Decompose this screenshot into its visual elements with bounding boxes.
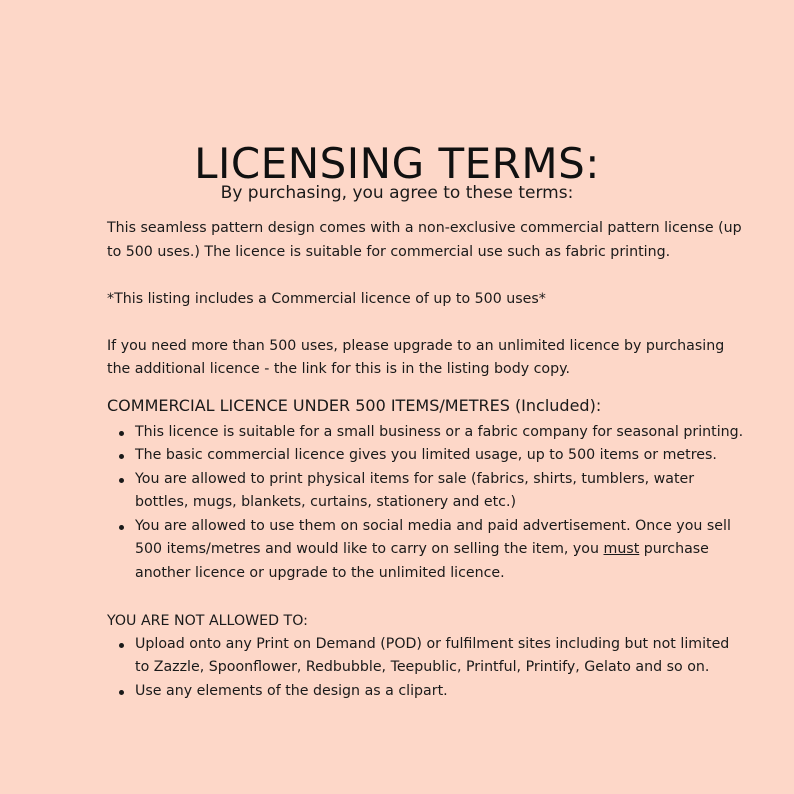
listing-note: *This listing includes a Commercial licence of up to 500 uses* xyxy=(107,290,546,307)
document-body xyxy=(107,217,747,703)
list-item xyxy=(135,515,747,586)
page-title: LICENSING TERMS: xyxy=(194,139,600,188)
list-item-text: You are allowed to use them on social media and paid advertisement. Once you sell 500 items/metres and would like to carry on selling the item, you xyxy=(135,517,731,557)
list-item: You are allowed to print physical items for sale (fabrics, shirts, tumblers, water bottles, mugs, blankets, curtains, stationery and etc.) xyxy=(135,468,747,515)
restrictions-heading: YOU ARE NOT ALLOWED TO: xyxy=(107,612,308,629)
intro-paragraph: This seamless pattern design comes with a non-exclusive commercial pattern license (up to 500 uses.) The licence is suitable for commercial use such as fabric printing. xyxy=(107,220,742,260)
list-item: Upload onto any Print on Demand (POD) or fulfilment sites including but not limited to Zazzle, Spoonflower, Redbubble, Teepublic, Printful, Printify, Gelato and so on. xyxy=(135,633,747,680)
upgrade-paragraph: If you need more than 500 uses, please upgrade to an unlimited licence by purchasing the additional licence - the link for this is in the listing body copy. xyxy=(107,337,725,377)
list-item: Use any elements of the design as a clipart. xyxy=(135,680,747,704)
emphasis-must: must xyxy=(603,541,640,557)
commercial-licence-heading: COMMERCIAL LICENCE UNDER 500 ITEMS/METRES (Included): xyxy=(107,395,602,415)
page-subtitle: By purchasing, you agree to these terms: xyxy=(220,183,574,203)
restrictions-list xyxy=(107,633,747,704)
commercial-licence-list xyxy=(107,421,747,586)
list-item-text: purchase another licence or upgrade to the unlimited licence. xyxy=(135,541,709,581)
list-item: This licence is suitable for a small business or a fabric company for seasonal printing. xyxy=(135,421,747,445)
list-item: The basic commercial licence gives you limited usage, up to 500 items or metres. xyxy=(135,444,747,468)
